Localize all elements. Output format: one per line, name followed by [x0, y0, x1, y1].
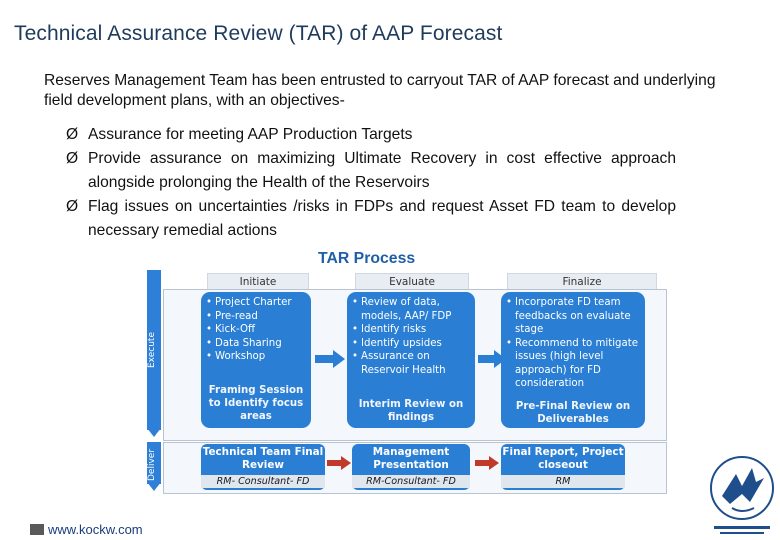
box-caption: Framing Session to Identify focus areas	[208, 385, 304, 422]
deliver-box-review: Technical Team Final Review RM- Consultant- FD	[201, 444, 325, 490]
footer-url[interactable]: www.kockw.com	[30, 522, 143, 537]
evaluate-box	[347, 292, 475, 428]
list-item: • Recommend to mitigate issues (high level approach) for FD consideration	[515, 337, 639, 391]
deliver-box-presentation: Management Presentation RM-Consultant- FD	[352, 444, 470, 490]
koc-logo	[706, 452, 776, 538]
phase-evaluate: Evaluate	[355, 273, 469, 292]
arrow-bullet-icon: Ø	[66, 198, 79, 215]
list-item: • Incorporate FD team feedbacks on evaluate stage	[515, 296, 639, 337]
list-item: • Identify upsides	[361, 337, 469, 351]
box-caption: Interim Review on findings	[358, 399, 464, 423]
page-title: Technical Assurance Review (TAR) of AAP Forecast	[14, 22, 503, 45]
list-item: • Project Charter	[215, 296, 305, 310]
phase-initiate: Initiate	[207, 273, 309, 292]
list-item: • Identify risks	[361, 323, 469, 337]
side-chevron-icon	[147, 428, 161, 438]
process-arrow-icon	[327, 456, 351, 470]
list-item: • Review of data, models, AAP/ FDP	[361, 296, 469, 323]
list-item: • Pre-read	[215, 310, 305, 324]
phase-finalize: Finalize	[507, 273, 657, 292]
process-heading: TAR Process	[318, 250, 416, 267]
arrow-bullet-icon: Ø	[66, 150, 79, 167]
objective-item: Ø Flag issues on uncertainties /risks in FDPs and request Asset FD team to develop necessary remedial actions	[66, 195, 676, 243]
stakeholder-label: RM-Consultant- FD	[352, 475, 470, 488]
square-icon	[30, 524, 44, 535]
list-item: • Data Sharing	[215, 337, 305, 351]
arrow-bullet-icon: Ø	[66, 126, 79, 143]
objectives-list	[66, 123, 676, 243]
stakeholder-label: RM- Consultant- FD	[201, 475, 325, 488]
list-item: • Kick-Off	[215, 323, 305, 337]
list-item: • Assurance on Reservoir Health	[361, 350, 469, 377]
stakeholder-label: RM	[501, 475, 625, 488]
finalize-box	[501, 292, 645, 428]
list-item: • Workshop	[215, 350, 305, 364]
tar-process-diagram	[145, 270, 665, 492]
initiate-box	[201, 292, 311, 428]
objective-item: Ø Assurance for meeting AAP Production Targets	[66, 123, 676, 147]
deliver-label: Deliver	[147, 448, 157, 482]
process-arrow-icon	[475, 456, 499, 470]
box-caption: Pre-Final Review on Deliverables	[515, 401, 631, 425]
process-arrow-icon	[315, 350, 345, 368]
objective-item: Ø Provide assurance on maximizing Ultimate Recovery in cost effective approach alongside prolonging the Health of the Reservoirs	[66, 147, 676, 195]
deliver-box-final-report: Final Report, Project closeout RM	[501, 444, 625, 490]
intro-text: Reserves Management Team has been entrusted to carryout TAR of AAP forecast and underlying field development plans, with an objectives-	[44, 72, 716, 109]
execute-label: Execute	[147, 332, 157, 368]
